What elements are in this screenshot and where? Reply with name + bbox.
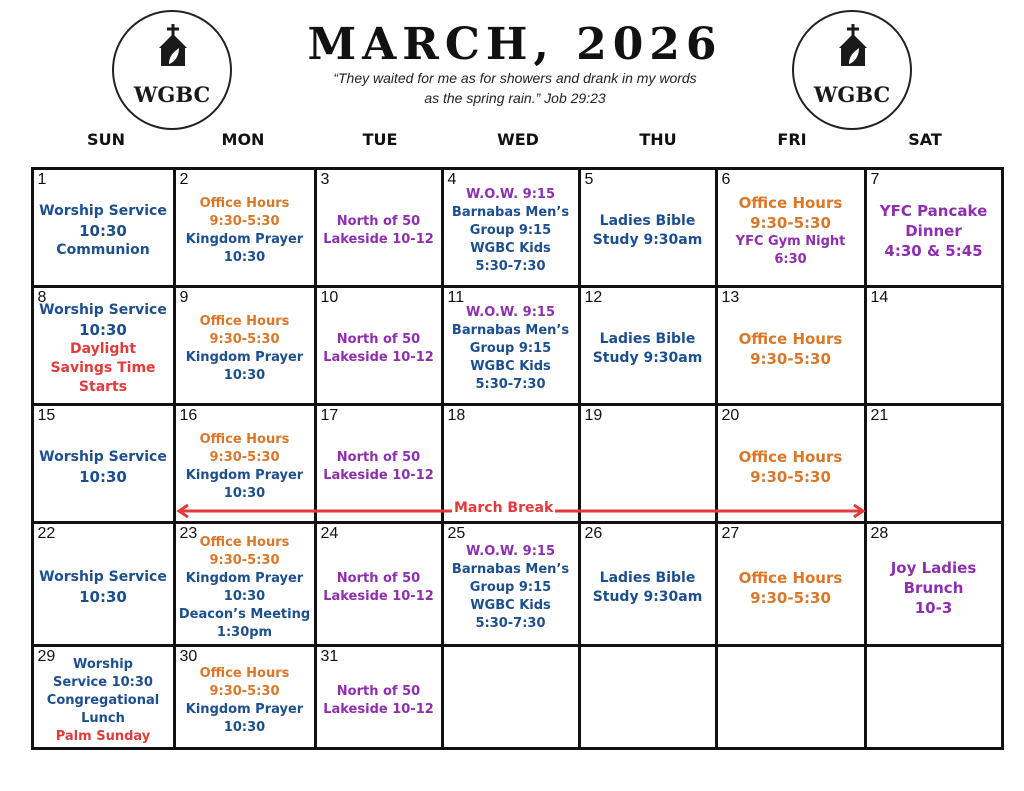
event-line: Ladies Bible xyxy=(599,331,696,347)
event-line: Ladies Bible xyxy=(599,213,696,229)
event-list xyxy=(176,524,314,644)
day-cell-26 xyxy=(578,521,718,647)
weekday-header-row xyxy=(0,130,1024,154)
event-line: YFC Gym Night xyxy=(735,234,846,249)
day-number: 30 xyxy=(179,647,198,665)
event-list xyxy=(444,647,578,747)
event-line: Barnabas Men’s xyxy=(451,205,570,220)
event-line: Study 9:30am xyxy=(592,588,703,605)
event-list xyxy=(176,647,314,747)
day-number: 10 xyxy=(320,288,339,306)
day-cell-21 xyxy=(864,403,1004,524)
verse-line-2: as the spring rain.” Job 29:23 xyxy=(424,90,606,106)
event-line: Savings Time xyxy=(50,360,156,376)
day-header-tue: TUE xyxy=(362,130,398,149)
day-number: 13 xyxy=(721,288,740,306)
event-line: Lakeside 10-12 xyxy=(323,232,434,247)
event-line: 10:30 xyxy=(223,588,266,604)
scripture-verse xyxy=(270,68,760,108)
day-number: 1 xyxy=(37,170,47,188)
day-number: 4 xyxy=(447,170,457,188)
event-list xyxy=(317,524,441,644)
event-list xyxy=(581,524,715,644)
day-number: 9 xyxy=(179,288,189,306)
empty-day-cell xyxy=(441,644,581,750)
event-line: 9:30-5:30 xyxy=(209,450,280,465)
day-number: 6 xyxy=(721,170,731,188)
march-break-label: March Break xyxy=(454,500,554,516)
day-header-sat: SAT xyxy=(908,130,942,149)
church-logo-left xyxy=(112,10,232,130)
event-line: W.O.W. 9:15 xyxy=(465,187,555,202)
verse-line-1: “They waited for me as for showers and drank in my words xyxy=(333,70,697,86)
event-list xyxy=(867,406,1001,521)
event-line: Worship Service xyxy=(39,448,167,465)
event-line: WGBC Kids xyxy=(470,359,551,374)
event-line: Lakeside 10-12 xyxy=(323,468,434,483)
day-cell-31 xyxy=(314,644,444,750)
day-number: 14 xyxy=(870,288,889,306)
church-icon xyxy=(157,24,189,68)
event-list xyxy=(444,524,578,644)
event-list xyxy=(867,647,1001,747)
event-line: 10:30 xyxy=(79,588,127,606)
day-number: 29 xyxy=(37,647,56,665)
event-list xyxy=(317,170,441,285)
event-list xyxy=(34,647,173,747)
event-line: 9:30-5:30 xyxy=(209,332,280,347)
event-list xyxy=(34,288,173,403)
day-number: 15 xyxy=(37,406,56,424)
day-cell-15 xyxy=(31,403,176,524)
day-cell-2 xyxy=(173,167,317,288)
event-line: Study 9:30am xyxy=(592,350,703,366)
event-line: 5:30-7:30 xyxy=(475,259,546,274)
event-line: 6:30 xyxy=(774,252,807,267)
day-cell-30 xyxy=(173,644,317,750)
day-number: 27 xyxy=(721,524,740,542)
event-line: Worship Service xyxy=(39,203,167,219)
event-line: Lakeside 10-12 xyxy=(323,701,434,717)
event-line: North of 50 xyxy=(336,450,421,465)
event-line: Daylight xyxy=(69,341,137,357)
event-line: 10:30 xyxy=(223,719,266,735)
event-line: 10:30 xyxy=(79,467,127,486)
event-list xyxy=(176,170,314,285)
event-list xyxy=(718,170,864,285)
event-line: Communion xyxy=(56,242,150,258)
event-line: Deacon’s Meeting xyxy=(178,606,311,622)
day-cell-24 xyxy=(314,521,444,647)
event-list xyxy=(444,288,578,403)
event-list xyxy=(176,288,314,403)
day-number: 28 xyxy=(870,524,889,542)
day-number: 23 xyxy=(179,524,198,542)
day-cell-23 xyxy=(173,521,317,647)
day-cell-3 xyxy=(314,167,444,288)
day-header-wed: WED xyxy=(497,130,539,149)
event-line: 5:30-7:30 xyxy=(475,377,546,392)
day-cell-22 xyxy=(31,521,176,647)
event-list xyxy=(581,170,715,285)
day-cell-25 xyxy=(441,521,581,647)
event-list xyxy=(317,647,441,747)
day-header-thu: THU xyxy=(639,130,677,149)
empty-day-cell xyxy=(864,644,1004,750)
day-number: 26 xyxy=(584,524,603,542)
event-line: Group 9:15 xyxy=(469,223,552,238)
event-line: Kingdom Prayer xyxy=(185,570,304,586)
day-number: 2 xyxy=(179,170,189,188)
calendar-grid xyxy=(32,168,1002,748)
event-list xyxy=(867,524,1001,644)
day-cell-27 xyxy=(715,521,867,647)
event-line: W.O.W. 9:15 xyxy=(465,305,555,320)
day-cell-28 xyxy=(864,521,1004,647)
day-cell-10 xyxy=(314,285,444,406)
event-line: Dinner xyxy=(905,222,962,240)
day-number: 5 xyxy=(584,170,594,188)
event-line: 9:30-5:30 xyxy=(750,468,831,486)
event-line: Office Hours xyxy=(199,432,290,447)
event-list xyxy=(34,170,173,285)
event-line: Congregational xyxy=(46,692,160,708)
event-line: North of 50 xyxy=(336,332,421,347)
day-cell-1 xyxy=(31,167,176,288)
event-line: Kingdom Prayer xyxy=(185,468,304,483)
day-cell-12 xyxy=(578,285,718,406)
event-line: 5:30-7:30 xyxy=(475,615,546,631)
day-cell-9 xyxy=(173,285,317,406)
event-line: Barnabas Men’s xyxy=(451,323,570,338)
day-number: 22 xyxy=(37,524,56,542)
day-number: 8 xyxy=(37,288,47,306)
event-line: Kingdom Prayer xyxy=(185,232,304,247)
event-line: Lakeside 10-12 xyxy=(323,350,434,365)
event-line: Office Hours xyxy=(199,314,290,329)
event-line: Starts xyxy=(78,379,128,395)
day-cell-11 xyxy=(441,285,581,406)
event-list xyxy=(718,524,864,644)
day-cell-8 xyxy=(31,285,176,406)
event-list xyxy=(867,170,1001,285)
event-line: North of 50 xyxy=(336,683,421,699)
event-line: North of 50 xyxy=(336,214,421,229)
event-line: 10:30 xyxy=(223,486,266,501)
event-line: North of 50 xyxy=(336,570,421,586)
event-line: Worship xyxy=(73,656,133,672)
church-icon xyxy=(837,24,869,68)
event-line: Office Hours xyxy=(738,568,843,587)
event-line: Office Hours xyxy=(738,194,843,212)
logo-text: WGBC xyxy=(813,82,891,107)
day-cell-5 xyxy=(578,167,718,288)
day-header-fri: FRI xyxy=(777,130,807,149)
event-list xyxy=(581,288,715,403)
day-cell-4 xyxy=(441,167,581,288)
day-cell-13 xyxy=(715,285,867,406)
day-cell-29 xyxy=(31,644,176,750)
event-line: 9:30-5:30 xyxy=(209,552,280,568)
day-number: 25 xyxy=(447,524,466,542)
event-line: WGBC Kids xyxy=(470,597,551,613)
event-line: Office Hours xyxy=(199,665,290,681)
event-list xyxy=(867,288,1001,403)
event-line: Service 10:30 xyxy=(53,674,153,690)
event-line: Office Hours xyxy=(199,534,290,550)
day-cell-7 xyxy=(864,167,1004,288)
event-line: 4:30 & 5:45 xyxy=(884,242,983,260)
event-line: Office Hours xyxy=(738,330,843,348)
event-list xyxy=(718,288,864,403)
event-line: Lakeside 10-12 xyxy=(323,588,434,604)
day-number: 11 xyxy=(447,288,465,306)
event-list xyxy=(581,647,715,747)
event-line: Kingdom Prayer xyxy=(185,701,304,717)
day-number: 19 xyxy=(584,406,603,424)
event-list xyxy=(444,170,578,285)
event-line: 9:30-5:30 xyxy=(750,214,831,232)
day-number: 17 xyxy=(320,406,339,424)
day-header-sun: SUN xyxy=(87,130,125,149)
event-line: Office Hours xyxy=(738,448,843,466)
day-number: 24 xyxy=(320,524,339,542)
day-number: 21 xyxy=(870,406,889,424)
event-line: Brunch xyxy=(903,578,964,597)
event-line: 9:30-5:30 xyxy=(750,588,831,607)
logo-text: WGBC xyxy=(133,82,211,107)
event-line: 10-3 xyxy=(914,598,953,617)
day-number: 18 xyxy=(447,406,466,424)
event-line: Palm Sunday xyxy=(55,728,151,744)
event-line: Kingdom Prayer xyxy=(185,350,304,365)
event-line: W.O.W. 9:15 xyxy=(465,543,555,559)
event-line: 9:30-5:30 xyxy=(750,350,831,368)
day-cell-6 xyxy=(715,167,867,288)
event-list xyxy=(317,288,441,403)
event-list xyxy=(718,647,864,747)
event-line: Joy Ladies xyxy=(890,558,977,577)
event-line: Barnabas Men’s xyxy=(451,561,570,577)
event-line: Group 9:15 xyxy=(469,579,552,595)
day-header-mon: MON xyxy=(221,130,265,149)
event-line: 9:30-5:30 xyxy=(209,683,280,699)
empty-day-cell xyxy=(578,644,718,750)
day-number: 20 xyxy=(721,406,740,424)
day-cell-14 xyxy=(864,285,1004,406)
day-number: 16 xyxy=(179,406,198,424)
day-number: 31 xyxy=(320,647,339,665)
event-line: 10:30 xyxy=(223,250,266,265)
event-line: Lunch xyxy=(81,710,125,726)
day-number: 3 xyxy=(320,170,330,188)
event-line: 10:30 xyxy=(79,222,127,240)
event-line: Group 9:15 xyxy=(469,341,552,356)
event-line: Worship Service xyxy=(39,302,167,318)
event-list xyxy=(34,406,173,521)
empty-day-cell xyxy=(715,644,867,750)
event-line: Worship Service xyxy=(39,569,167,585)
event-line: 1:30pm xyxy=(216,624,273,640)
event-line: Ladies Bible xyxy=(599,569,696,586)
day-number: 12 xyxy=(584,288,603,306)
event-line: Study 9:30am xyxy=(592,232,703,248)
event-line: YFC Pancake xyxy=(879,202,988,220)
page-title: MARCH, 2026 xyxy=(307,19,723,70)
church-logo-right xyxy=(792,10,912,130)
event-list xyxy=(34,524,173,644)
event-line: WGBC Kids xyxy=(470,241,551,256)
day-number: 7 xyxy=(870,170,880,188)
event-line: 9:30-5:30 xyxy=(209,214,280,229)
event-line: Office Hours xyxy=(199,196,290,211)
event-line: 10:30 xyxy=(79,321,127,339)
event-line: 10:30 xyxy=(223,368,266,383)
